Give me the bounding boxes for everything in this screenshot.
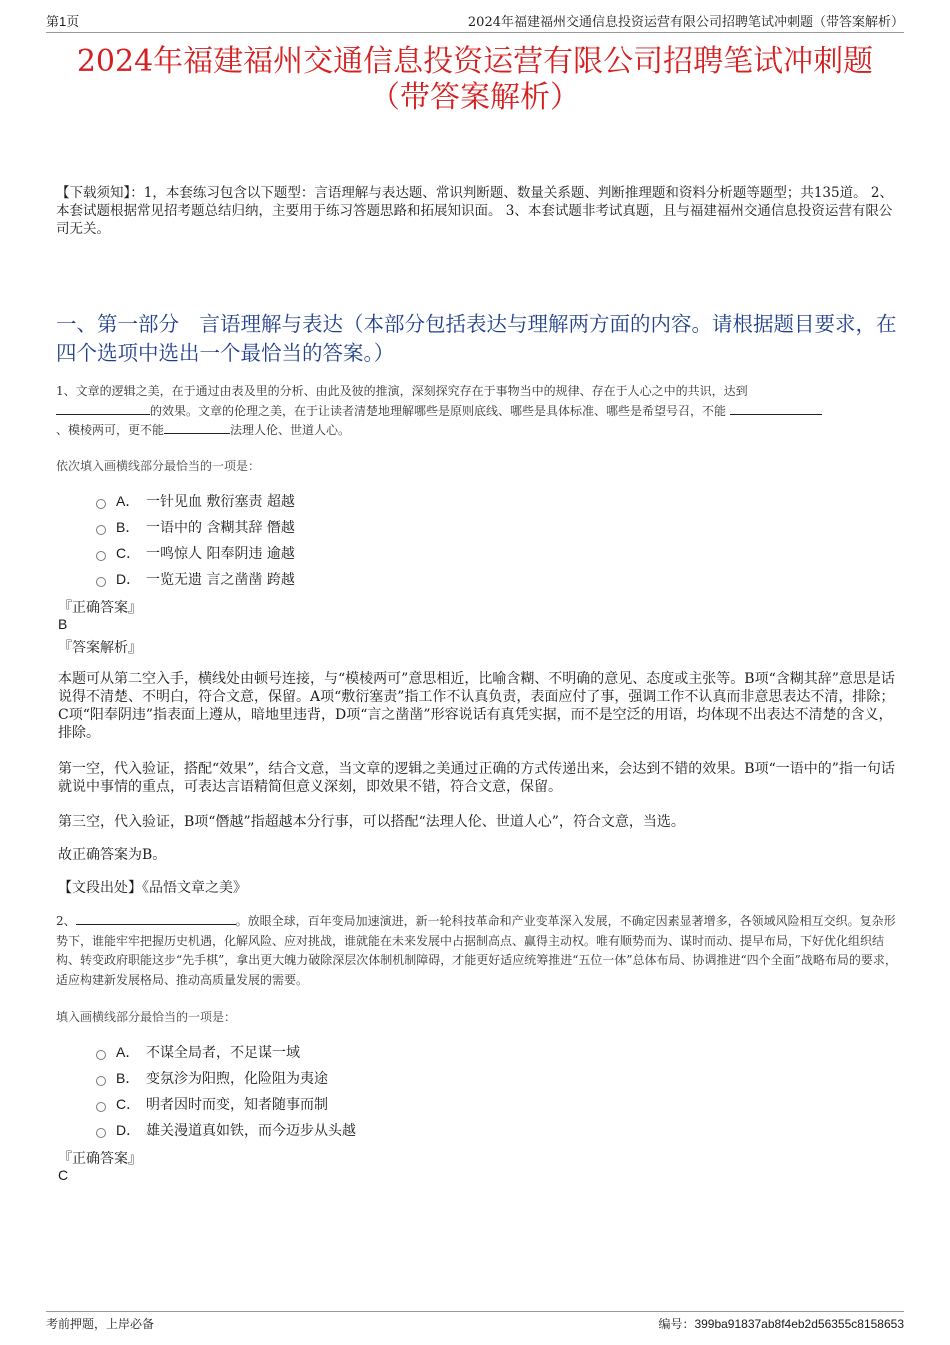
footer-serial: 编号：399ba91837ab8f4eb2d56355c8158653 xyxy=(658,1317,904,1331)
q1-analysis-para-2: 第一空，代入验证，搭配“效果”，结合文意，当文章的逻辑之美通过正确的方式传递出来，会达到不错的效果。B项“一语中的”指一句话就说中事情的重点，可表达言语精简但意义深刻，即效果不错，符合文意，保留。 xyxy=(58,761,895,795)
option-text: 一语中的 含糊其辞 僭越 xyxy=(146,520,295,536)
radio-icon[interactable] xyxy=(96,525,106,535)
question-1-stem xyxy=(56,382,898,441)
q2-option-b[interactable] xyxy=(96,1068,328,1088)
radio-icon[interactable] xyxy=(96,577,106,587)
option-letter: C． xyxy=(116,545,141,561)
radio-icon[interactable] xyxy=(96,499,106,509)
q2-answer-label: 『正确答案』 xyxy=(58,1151,142,1167)
q1-text-part3: 、模棱两可，更不能 xyxy=(56,423,165,437)
q1-analysis-para-4: 故正确答案为B。 xyxy=(58,847,167,863)
option-text: 不谋全局者，不足谋一域 xyxy=(146,1045,300,1061)
page-footer xyxy=(46,1311,904,1332)
q2-option-d[interactable] xyxy=(96,1120,356,1140)
q2-text: 。放眼全球，百年变局加速演进，新一轮科技革命和产业变革深入发展，不确定因素显著增多，各领域风险相互交织。复杂形势下，谁能牢牢把握历史机遇，化解风险、应对挑战，谁就能在未来发展中占据制高点、赢得主动权。唯有顺势而为、谋时而动、提早布局，下好优化组织结构、转变政府职能这步“先手棋”，拿出更大魄力破除深层次体制机制障碍，才能更好适应统筹推进“五位一体”总体布局、协调推进“四个全面”战略布局的要求，适应构建新发展格局、推动高质量发展的需要。 xyxy=(56,914,897,987)
option-text: 一览无遗 言之凿凿 跨越 xyxy=(146,572,295,588)
q1-prompt: 依次填入画横线部分最恰当的一项是： xyxy=(56,459,261,473)
q1-text-part2: 的效果。文章的伦理之美，在于让读者清楚地理解哪些是原则底线、哪些是具体标准、哪些是希望号召，不能 xyxy=(150,403,727,418)
document-title xyxy=(40,44,910,116)
q2-prompt: 填入画横线部分最恰当的一项是： xyxy=(56,1010,237,1024)
q1-answer-label: 『正确答案』 xyxy=(58,600,142,616)
title-line-2: （带答案解析） xyxy=(370,80,580,115)
q2-number: 2、 xyxy=(56,914,76,928)
q1-answer-value: B xyxy=(58,616,68,632)
option-letter: B． xyxy=(116,1070,140,1086)
option-letter: D． xyxy=(116,571,141,587)
radio-icon[interactable] xyxy=(96,1050,106,1060)
q1-text-part1: 1、文章的逻辑之美，在于通过由表及里的分析、由此及彼的推演，深刻探究存在于事物当中的规律、存在于人心之中的共识，达到 xyxy=(56,384,748,398)
radio-icon[interactable] xyxy=(96,551,106,561)
q2-blank xyxy=(76,912,236,925)
q1-analysis-para-1: 本题可从第二空入手，横线处由顿号连接，与“模棱两可”意思相近，比喻含糊、不明确的意见、态度或主张等。B项“含糊其辞”意思是话说得不清楚、不明白，符合文意，保留。A项“敷衍塞责”指工作不认真负责，表面应付了事，强调工作不认真而非意思表达不清，排除；C项“阳奉阴违”指表面上遵从，暗地里违背，D项“言之凿凿”形容说话有真凭实据，而不是空泛的用语，均体现不出表达不清楚的含义，排除。 xyxy=(58,671,895,741)
option-letter: A． xyxy=(116,493,140,509)
q1-analysis-para-3: 第三空，代入验证，B项“僭越”指超越本分行事，可以搭配“法理人伦、世道人心”，符合文意，当选。 xyxy=(58,814,685,830)
q1-option-c[interactable] xyxy=(96,543,295,563)
option-letter: A． xyxy=(116,1044,140,1060)
q1-text-part4: 法理人伦、世道人心。 xyxy=(230,423,351,437)
q1-analysis-label: 『答案解析』 xyxy=(58,640,142,656)
blank-2 xyxy=(730,402,822,415)
q1-option-b[interactable] xyxy=(96,517,295,537)
radio-icon[interactable] xyxy=(96,1076,106,1086)
option-text: 雄关漫道真如铁，而今迈步从头越 xyxy=(146,1123,356,1139)
q2-option-c[interactable] xyxy=(96,1094,328,1114)
title-line-1: 2024年福建福州交通信息投资运营有限公司招聘笔试冲刺题 xyxy=(76,44,874,79)
blank-3 xyxy=(164,421,230,434)
option-text: 变氛沴为阳煦，化险阻为夷途 xyxy=(146,1071,328,1087)
radio-icon[interactable] xyxy=(96,1128,106,1138)
q2-answer-value: C xyxy=(58,1167,69,1183)
footer-slogan: 考前押题，上岸必备 xyxy=(46,1317,155,1331)
header-doc-title: 2024年福建福州交通信息投资运营有限公司招聘笔试冲刺题（带答案解析） xyxy=(467,15,904,30)
q2-option-a[interactable] xyxy=(96,1042,300,1062)
option-letter: C． xyxy=(116,1096,141,1112)
section-title: 一、第一部分 言语理解与表达（本部分包括表达与理解两方面的内容。请根据题目要求，在四个选项中选出一个最恰当的答案。） xyxy=(56,312,897,365)
option-text: 明者因时而变，知者随事而制 xyxy=(146,1097,328,1113)
page-number: 第1页 xyxy=(46,14,80,29)
page-header xyxy=(46,12,904,33)
question-2-stem xyxy=(56,912,898,990)
q1-option-d[interactable] xyxy=(96,569,295,589)
blank-1 xyxy=(56,402,150,415)
option-letter: D． xyxy=(116,1122,141,1138)
q1-option-a[interactable] xyxy=(96,491,295,511)
q1-source: 【文段出处】《品悟文章之美》 xyxy=(58,880,247,896)
option-letter: B． xyxy=(116,519,140,535)
download-notice: 【下载须知】：1，本套练习包含以下题型：言语理解与表达题、常识判断题、数量关系题、判断推理题和资料分析题等题型；共135道。 2、本套试题根据常见招考题总结归纳，主要用于练习答题思路和拓展知识面。 3、本套试题非考试真题，且与福建福州交通信息投资运营有限公司无关。 xyxy=(56,185,893,237)
radio-icon[interactable] xyxy=(96,1102,106,1112)
option-text: 一针见血 敷衍塞责 超越 xyxy=(146,494,295,510)
option-text: 一鸣惊人 阳奉阴违 逾越 xyxy=(146,546,295,562)
